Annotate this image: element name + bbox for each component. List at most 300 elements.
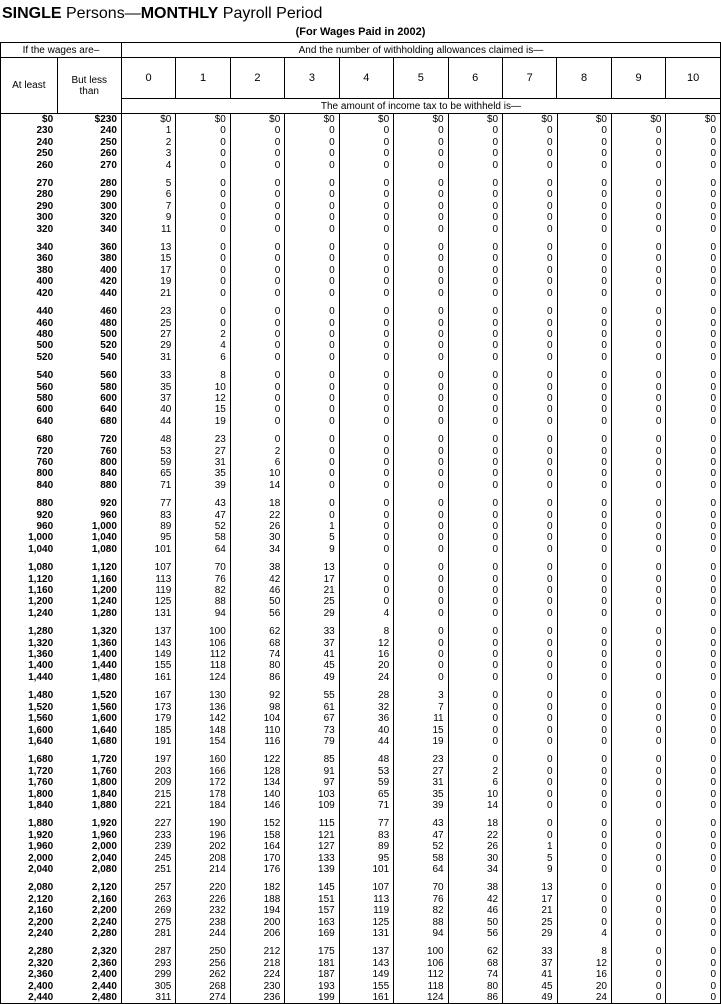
- cell-withholding: 101: [121, 544, 175, 555]
- cell-withholding: 202: [176, 841, 230, 852]
- cell-withholding: 0: [503, 574, 557, 585]
- cell-but-less-than: 2,360: [91, 957, 117, 969]
- table-row: [1, 992, 721, 1003]
- cell-withholding: 0: [557, 800, 611, 811]
- table-row: [1, 905, 721, 916]
- cell-withholding: 0: [503, 189, 557, 200]
- cell-withholding: 0: [611, 212, 665, 223]
- cell-withholding: 148: [176, 725, 230, 736]
- cell-withholding: 0: [285, 382, 339, 393]
- cell-withholding: 0: [230, 160, 284, 171]
- page-title-persons: Persons—: [61, 5, 141, 22]
- cell-withholding: 187: [285, 969, 339, 980]
- cell-withholding: 0: [285, 212, 339, 223]
- cell-withholding: 140: [230, 789, 284, 800]
- cell-withholding: 0: [666, 713, 721, 724]
- cell-at-least: 2,080: [1, 882, 58, 893]
- cell-withholding: 0: [176, 189, 230, 200]
- cell-withholding: 88: [176, 596, 230, 607]
- page-title-suffix: Payroll Period: [218, 5, 323, 22]
- cell-withholding: 0: [448, 416, 502, 427]
- cell-withholding: 0: [339, 318, 393, 329]
- cell-withholding: 0: [666, 265, 721, 276]
- cell-withholding: 47: [394, 830, 448, 841]
- cell-withholding: 0: [557, 544, 611, 555]
- cell-withholding: 46: [230, 585, 284, 596]
- cell-withholding: 0: [448, 649, 502, 660]
- cell-withholding: 166: [176, 766, 230, 777]
- table-row: [1, 736, 721, 747]
- cell-withholding: 125: [121, 596, 175, 607]
- cell-withholding: 0: [448, 480, 502, 491]
- cell-withholding: 0: [394, 434, 448, 445]
- cell-withholding: 0: [285, 318, 339, 329]
- cell-at-least: 1,920: [1, 830, 58, 841]
- cell-but-less-than: 800: [100, 456, 117, 468]
- cell-withholding: 0: [666, 864, 721, 875]
- row-gap: [1, 811, 721, 818]
- cell-withholding: 193: [285, 981, 339, 992]
- cell-withholding: 215: [121, 789, 175, 800]
- cell-withholding: 80: [448, 981, 502, 992]
- cell-withholding: 0: [557, 521, 611, 532]
- cell-withholding: 0: [611, 510, 665, 521]
- cell-withholding: 0: [611, 800, 665, 811]
- cell-withholding: 0: [230, 404, 284, 415]
- cell-withholding: 62: [448, 946, 502, 957]
- cell-withholding: 10: [230, 468, 284, 479]
- cell-withholding: 233: [121, 830, 175, 841]
- header-allowance-5: 5: [394, 58, 448, 99]
- cell-withholding: 0: [285, 457, 339, 468]
- cell-but-less-than: 2,160: [91, 893, 117, 905]
- cell-withholding: 0: [448, 242, 502, 253]
- cell-withholding: 0: [557, 736, 611, 747]
- cell-withholding: 0: [666, 596, 721, 607]
- cell-withholding: 0: [666, 160, 721, 171]
- cell-at-least: 580: [1, 393, 58, 404]
- cell-withholding: 0: [611, 981, 665, 992]
- cell-withholding: 0: [285, 510, 339, 521]
- cell-withholding: 0: [503, 212, 557, 223]
- cell-withholding: 76: [394, 894, 448, 905]
- cell-withholding: 20: [557, 981, 611, 992]
- cell-withholding: 0: [611, 318, 665, 329]
- cell-withholding: 0: [394, 404, 448, 415]
- cell-withholding: 113: [339, 894, 393, 905]
- cell-withholding: 37: [503, 958, 557, 969]
- cell-withholding: 0: [611, 608, 665, 619]
- cell-at-least: 2,160: [1, 905, 58, 916]
- cell-withholding: 0: [611, 596, 665, 607]
- cell-withholding: 0: [557, 382, 611, 393]
- table-header: [0, 42, 721, 114]
- cell-withholding: 77: [339, 818, 393, 829]
- cell-withholding: 59: [121, 457, 175, 468]
- header-allowance-9: 9: [611, 58, 665, 99]
- cell-withholding: 209: [121, 777, 175, 788]
- header-wages-label: If the wages are–: [1, 43, 122, 58]
- cell-withholding: 232: [176, 905, 230, 916]
- cell-withholding: 0: [611, 125, 665, 136]
- cell-withholding: 0: [557, 864, 611, 875]
- header-allowance-0: 0: [121, 58, 175, 99]
- table-row: [1, 544, 721, 555]
- cell-withholding: 0: [611, 946, 665, 957]
- cell-withholding: 146: [230, 800, 284, 811]
- cell-but-less-than: 300: [100, 200, 117, 212]
- cell-withholding: 0: [448, 148, 502, 159]
- cell-withholding: 0: [448, 713, 502, 724]
- cell-withholding: 12: [339, 638, 393, 649]
- cell-withholding: 0: [666, 585, 721, 596]
- table-row: [1, 253, 721, 264]
- cell-withholding: $0: [666, 114, 721, 125]
- cell-withholding: 0: [339, 212, 393, 223]
- cell-withholding: 0: [394, 626, 448, 637]
- table-row: [1, 404, 721, 415]
- cell-withholding: 0: [448, 224, 502, 235]
- cell-withholding: 0: [611, 818, 665, 829]
- table-row: [1, 928, 721, 939]
- cell-withholding: $0: [394, 114, 448, 125]
- cell-at-least: 2,440: [1, 992, 58, 1003]
- cell-withholding: 0: [666, 178, 721, 189]
- cell-withholding: 33: [503, 946, 557, 957]
- cell-withholding: 0: [394, 201, 448, 212]
- cell-withholding: 175: [285, 946, 339, 957]
- cell-withholding: 14: [230, 480, 284, 491]
- cell-at-least: 240: [1, 137, 58, 148]
- cell-but-less-than: 420: [100, 276, 117, 288]
- cell-withholding: 0: [394, 480, 448, 491]
- cell-withholding: 0: [557, 510, 611, 521]
- cell-withholding: 0: [611, 690, 665, 701]
- cell-withholding: 13: [285, 562, 339, 573]
- cell-withholding: 0: [611, 352, 665, 363]
- cell-withholding: 0: [611, 585, 665, 596]
- cell-withholding: 4: [339, 608, 393, 619]
- cell-withholding: 0: [611, 917, 665, 928]
- cell-at-least: 1,640: [1, 736, 58, 747]
- table-row: [1, 596, 721, 607]
- cell-withholding: 134: [230, 777, 284, 788]
- table-row: [1, 649, 721, 660]
- cell-withholding: 0: [503, 818, 557, 829]
- cell-withholding: 0: [394, 318, 448, 329]
- cell-withholding: 0: [611, 382, 665, 393]
- cell-withholding: 194: [230, 905, 284, 916]
- cell-withholding: 0: [557, 276, 611, 287]
- cell-withholding: 0: [230, 416, 284, 427]
- cell-withholding: 0: [557, 638, 611, 649]
- cell-at-least: 540: [1, 370, 58, 381]
- cell-withholding: 130: [176, 690, 230, 701]
- cell-withholding: 0: [230, 329, 284, 340]
- cell-withholding: 0: [448, 498, 502, 509]
- cell-withholding: 118: [176, 660, 230, 671]
- cell-withholding: 0: [557, 672, 611, 683]
- cell-withholding: 38: [448, 882, 502, 893]
- cell-withholding: 181: [285, 958, 339, 969]
- cell-withholding: 0: [666, 468, 721, 479]
- cell-at-least: 1,960: [1, 841, 58, 852]
- header-allowance-6: 6: [448, 58, 502, 99]
- cell-withholding: 0: [557, 532, 611, 543]
- cell-but-less-than: 2,120: [91, 882, 117, 894]
- cell-but-less-than: 1,520: [91, 690, 117, 702]
- cell-withholding: 0: [503, 754, 557, 765]
- cell-withholding: 19: [121, 276, 175, 287]
- cell-at-least: 320: [1, 224, 58, 235]
- cell-withholding: 0: [448, 562, 502, 573]
- cell-withholding: $0: [557, 114, 611, 125]
- cell-withholding: 0: [448, 178, 502, 189]
- table-row: [1, 608, 721, 619]
- cell-but-less-than: 1,720: [91, 754, 117, 766]
- cell-at-least: 680: [1, 434, 58, 445]
- row-gap: [1, 363, 721, 370]
- page-title-period: MONTHLY: [140, 5, 219, 22]
- cell-at-least: 2,360: [1, 969, 58, 980]
- cell-withholding: 100: [394, 946, 448, 957]
- cell-withholding: 7: [121, 201, 175, 212]
- cell-withholding: 0: [503, 608, 557, 619]
- cell-withholding: 107: [339, 882, 393, 893]
- cell-withholding: 170: [230, 853, 284, 864]
- cell-at-least: 1,600: [1, 725, 58, 736]
- cell-at-least: 1,080: [1, 562, 58, 573]
- cell-withholding: 27: [121, 329, 175, 340]
- cell-withholding: 0: [448, 393, 502, 404]
- cell-withholding: 0: [176, 288, 230, 299]
- cell-withholding: 40: [339, 725, 393, 736]
- cell-withholding: 0: [176, 160, 230, 171]
- cell-withholding: 0: [557, 905, 611, 916]
- cell-withholding: 118: [394, 981, 448, 992]
- cell-withholding: 40: [121, 404, 175, 415]
- cell-withholding: 49: [285, 672, 339, 683]
- cell-withholding: 22: [448, 830, 502, 841]
- cell-withholding: 0: [557, 777, 611, 788]
- cell-withholding: 24: [339, 672, 393, 683]
- cell-but-less-than: 1,800: [91, 777, 117, 789]
- cell-withholding: 0: [230, 340, 284, 351]
- cell-withholding: 68: [230, 638, 284, 649]
- cell-at-least: 2,320: [1, 958, 58, 969]
- cell-withholding: 0: [666, 318, 721, 329]
- cell-withholding: 34: [230, 544, 284, 555]
- header-at-least: At least: [1, 58, 58, 114]
- cell-withholding: 250: [176, 946, 230, 957]
- cell-withholding: 0: [557, 894, 611, 905]
- cell-withholding: 0: [611, 393, 665, 404]
- cell-withholding: 0: [394, 329, 448, 340]
- cell-withholding: 0: [176, 276, 230, 287]
- cell-withholding: 0: [285, 306, 339, 317]
- cell-but-less-than: 240: [100, 125, 117, 137]
- cell-withholding: 44: [121, 416, 175, 427]
- cell-but-less-than: 1,640: [91, 724, 117, 736]
- cell-withholding: 0: [176, 306, 230, 317]
- cell-withholding: 0: [285, 125, 339, 136]
- cell-withholding: 25: [121, 318, 175, 329]
- cell-withholding: 0: [339, 562, 393, 573]
- cell-withholding: 152: [230, 818, 284, 829]
- cell-withholding: 0: [503, 777, 557, 788]
- cell-withholding: 0: [611, 725, 665, 736]
- cell-withholding: 5: [121, 178, 175, 189]
- cell-withholding: 30: [448, 853, 502, 864]
- cell-withholding: 0: [557, 253, 611, 264]
- cell-withholding: 91: [285, 766, 339, 777]
- header-allowance-8: 8: [557, 58, 611, 99]
- cell-withholding: 0: [448, 201, 502, 212]
- table-row: [1, 189, 721, 200]
- cell-withholding: 0: [611, 894, 665, 905]
- cell-withholding: 125: [339, 917, 393, 928]
- cell-withholding: 179: [121, 713, 175, 724]
- cell-at-least: 1,360: [1, 649, 58, 660]
- cell-withholding: 0: [666, 574, 721, 585]
- cell-at-least: 1,440: [1, 672, 58, 683]
- cell-withholding: 0: [339, 125, 393, 136]
- table-row: [1, 352, 721, 363]
- cell-withholding: 0: [503, 521, 557, 532]
- cell-but-less-than: 1,880: [91, 799, 117, 811]
- cell-withholding: 173: [121, 702, 175, 713]
- cell-withholding: 0: [503, 532, 557, 543]
- cell-withholding: 113: [121, 574, 175, 585]
- cell-withholding: 251: [121, 864, 175, 875]
- cell-withholding: 275: [121, 917, 175, 928]
- cell-but-less-than: 1,560: [91, 701, 117, 713]
- cell-withholding: 0: [503, 306, 557, 317]
- cell-withholding: 155: [121, 660, 175, 671]
- cell-withholding: 0: [503, 725, 557, 736]
- cell-withholding: 0: [666, 306, 721, 317]
- cell-withholding: 119: [339, 905, 393, 916]
- row-gap: [1, 235, 721, 242]
- header-allowance-10: 10: [666, 58, 721, 99]
- cell-withholding: 0: [339, 242, 393, 253]
- cell-withholding: 0: [611, 864, 665, 875]
- cell-withholding: 21: [121, 288, 175, 299]
- cell-but-less-than: 270: [100, 159, 117, 171]
- cell-withholding: 0: [666, 905, 721, 916]
- cell-withholding: 0: [611, 777, 665, 788]
- cell-withholding: 0: [611, 468, 665, 479]
- cell-withholding: 95: [121, 532, 175, 543]
- cell-withholding: 4: [176, 340, 230, 351]
- cell-withholding: 0: [666, 521, 721, 532]
- cell-withholding: 0: [503, 329, 557, 340]
- header-but-less-than: But less than: [57, 58, 121, 114]
- cell-withholding: 0: [339, 253, 393, 264]
- cell-withholding: 0: [339, 532, 393, 543]
- cell-withholding: 0: [611, 736, 665, 747]
- cell-at-least: 1,800: [1, 789, 58, 800]
- cell-withholding: 0: [557, 318, 611, 329]
- cell-withholding: 131: [121, 608, 175, 619]
- table-row: [1, 713, 721, 724]
- cell-withholding: 0: [666, 626, 721, 637]
- cell-withholding: 7: [394, 702, 448, 713]
- cell-but-less-than: 1,320: [91, 626, 117, 638]
- cell-withholding: 268: [176, 981, 230, 992]
- table-row: [1, 306, 721, 317]
- table-row: [1, 521, 721, 532]
- cell-withholding: 0: [503, 649, 557, 660]
- cell-withholding: 263: [121, 894, 175, 905]
- cell-but-less-than: 1,440: [91, 660, 117, 672]
- cell-withholding: 154: [176, 736, 230, 747]
- cell-withholding: 9: [285, 544, 339, 555]
- cell-withholding: 0: [448, 468, 502, 479]
- cell-withholding: 19: [176, 416, 230, 427]
- cell-withholding: 61: [285, 702, 339, 713]
- cell-withholding: 161: [121, 672, 175, 683]
- cell-withholding: 0: [611, 521, 665, 532]
- cell-withholding: 0: [230, 352, 284, 363]
- cell-withholding: 0: [339, 352, 393, 363]
- cell-withholding: 0: [611, 434, 665, 445]
- cell-withholding: 6: [448, 777, 502, 788]
- cell-withholding: 0: [448, 585, 502, 596]
- cell-withholding: 27: [394, 766, 448, 777]
- cell-withholding: 0: [557, 224, 611, 235]
- cell-withholding: 107: [121, 562, 175, 573]
- cell-withholding: 0: [230, 224, 284, 235]
- cell-withholding: 0: [503, 446, 557, 457]
- cell-but-less-than: 1,680: [91, 735, 117, 747]
- cell-withholding: 0: [611, 160, 665, 171]
- cell-withholding: 0: [611, 288, 665, 299]
- cell-but-less-than: 840: [100, 468, 117, 480]
- cell-withholding: 0: [503, 830, 557, 841]
- cell-withholding: 21: [503, 905, 557, 916]
- cell-at-least: 340: [1, 242, 58, 253]
- cell-withholding: $0: [285, 114, 339, 125]
- cell-withholding: 0: [448, 329, 502, 340]
- cell-withholding: 0: [611, 992, 665, 1003]
- cell-withholding: 184: [176, 800, 230, 811]
- cell-withholding: 0: [503, 352, 557, 363]
- cell-withholding: 196: [176, 830, 230, 841]
- cell-withholding: 142: [176, 713, 230, 724]
- cell-withholding: 67: [285, 713, 339, 724]
- cell-withholding: 0: [557, 626, 611, 637]
- cell-withholding: 0: [666, 137, 721, 148]
- cell-withholding: 83: [339, 830, 393, 841]
- cell-at-least: 1,840: [1, 800, 58, 811]
- cell-withholding: 0: [557, 480, 611, 491]
- cell-withholding: 0: [339, 521, 393, 532]
- cell-withholding: 163: [285, 917, 339, 928]
- cell-withholding: 0: [666, 853, 721, 864]
- cell-withholding: 0: [176, 178, 230, 189]
- cell-withholding: 37: [121, 393, 175, 404]
- cell-withholding: 0: [339, 160, 393, 171]
- cell-but-less-than: 320: [100, 212, 117, 224]
- table-row: [1, 434, 721, 445]
- table-row: [1, 416, 721, 427]
- cell-withholding: 109: [285, 800, 339, 811]
- cell-withholding: 0: [666, 393, 721, 404]
- cell-withholding: 0: [394, 160, 448, 171]
- cell-withholding: 0: [448, 253, 502, 264]
- cell-withholding: 208: [176, 853, 230, 864]
